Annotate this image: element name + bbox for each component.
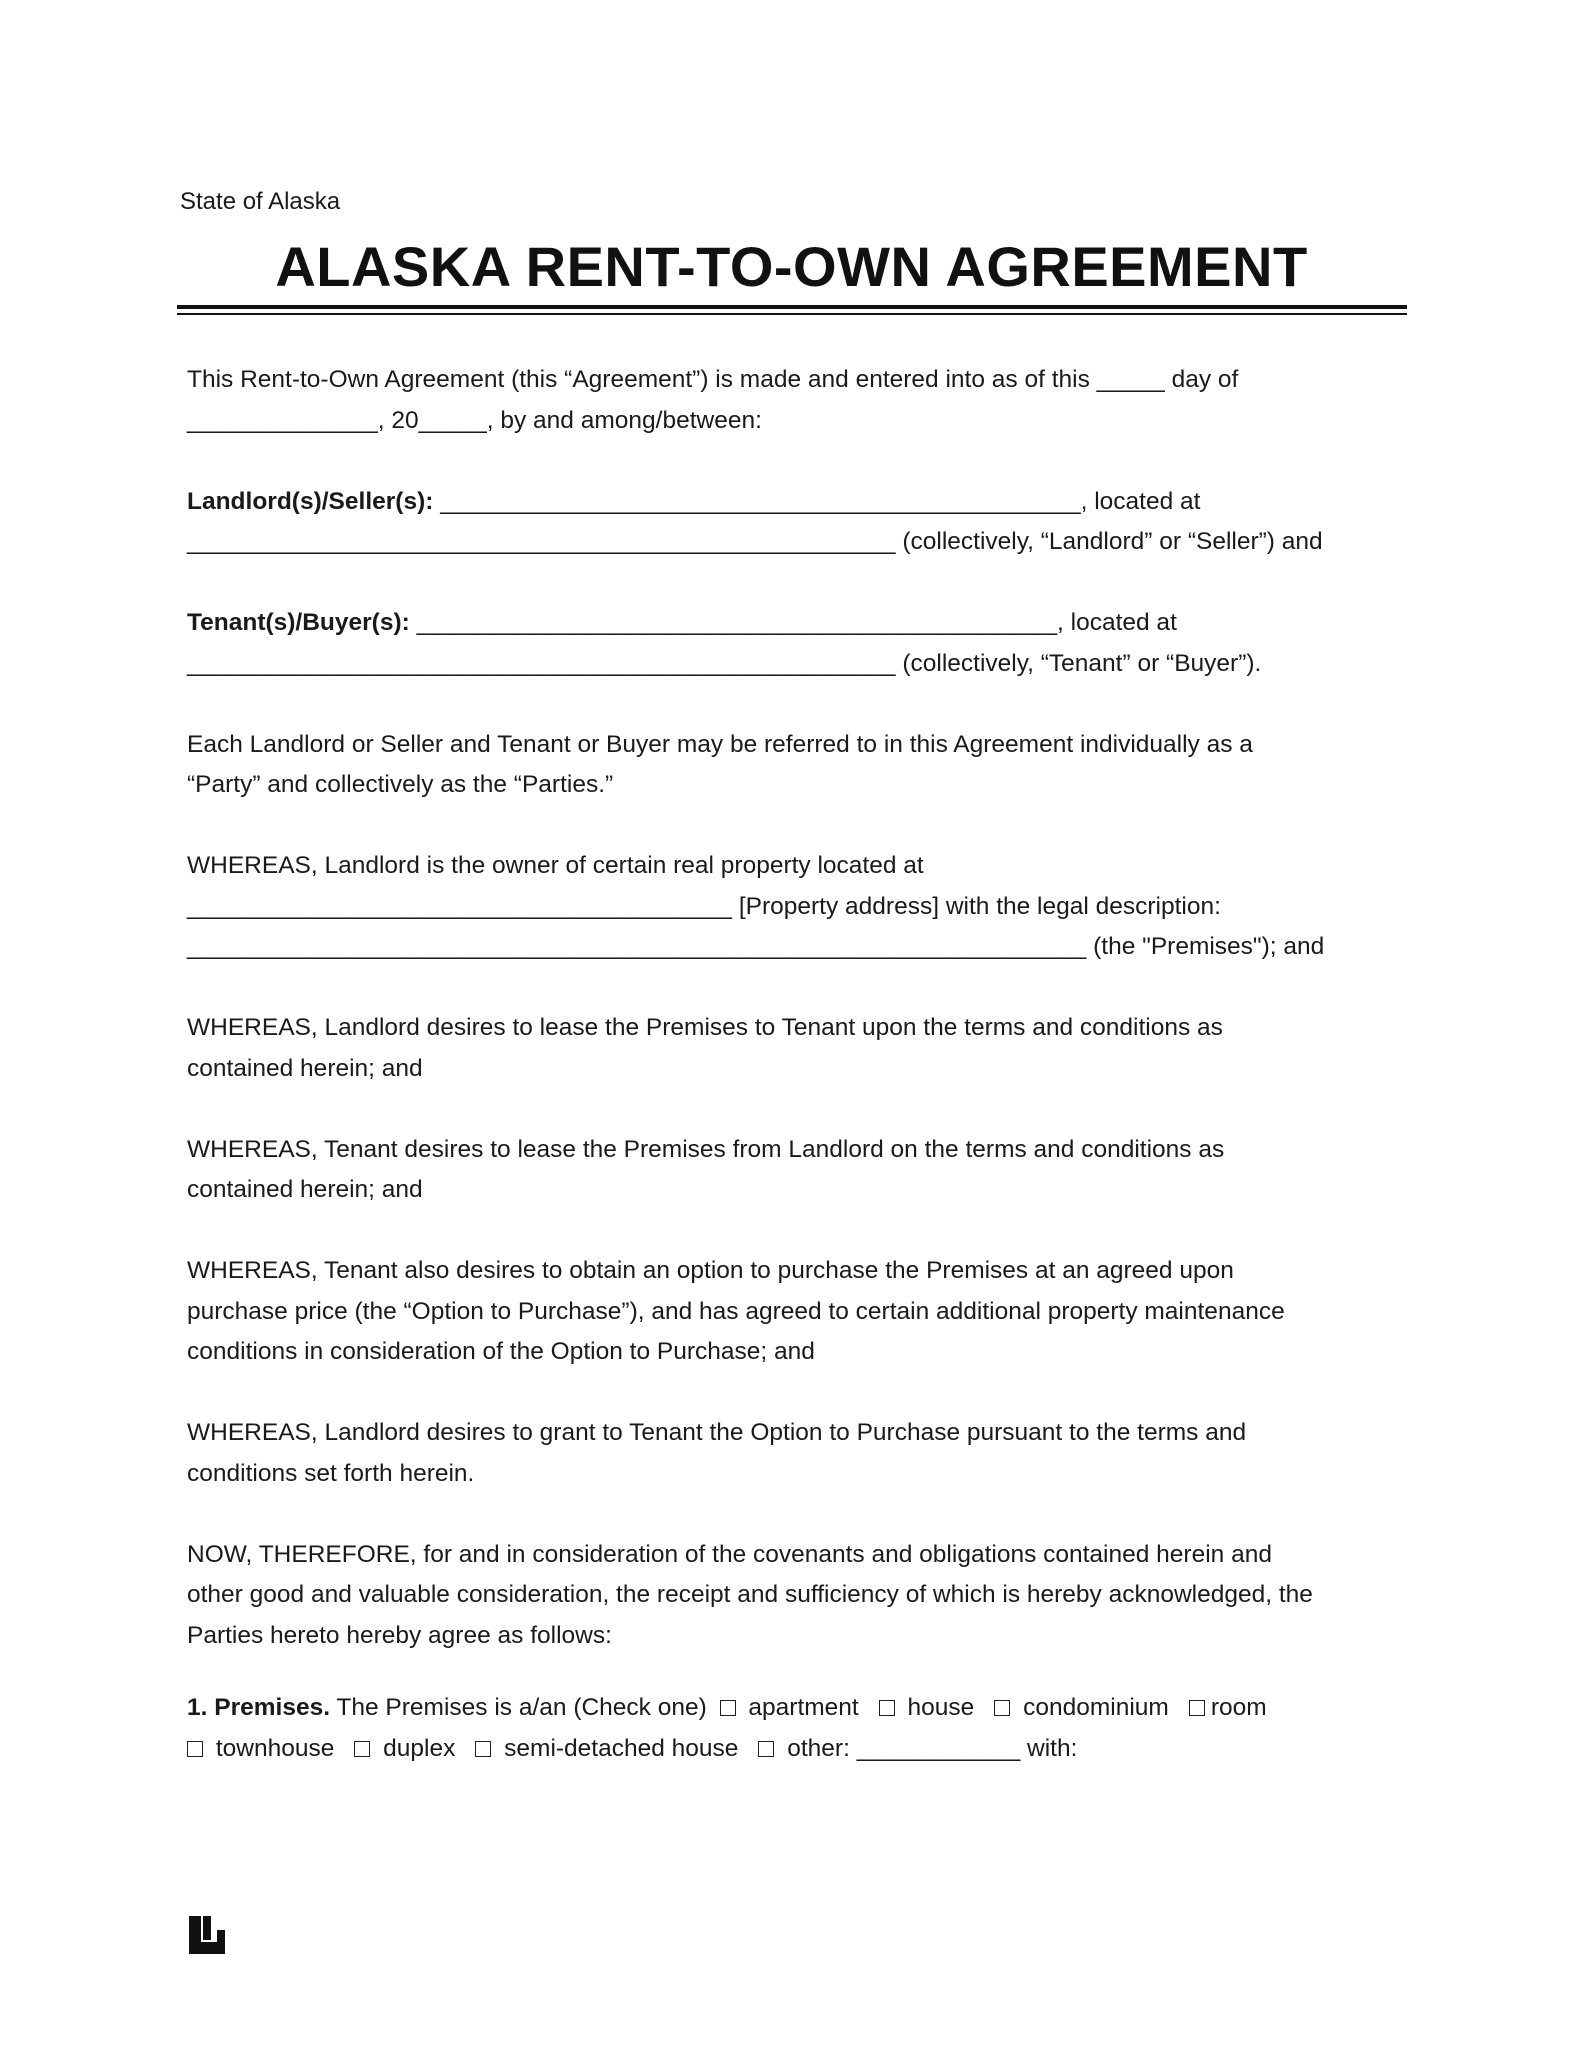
whereas-5-line-1: WHEREAS, Landlord desires to grant to Tenant the Option to Purchase pursuant to the terms and: [187, 1419, 1247, 1446]
section-1-lead: The Premises is a/an (Check one): [330, 1694, 707, 1721]
now-therefore-line-3: Parties hereto hereby agree as follows:: [187, 1621, 612, 1649]
agreement-body: [187, 360, 1412, 1769]
whereas-2-line-1: WHEREAS, Landlord desires to lease the Premises to Tenant upon the terms and conditions as: [187, 1014, 1223, 1041]
parties-line-1: Each Landlord or Seller and Tenant or Buyer may be referred to in this Agreement individually as a: [187, 730, 1253, 758]
landlord-name-blank: _______________________________________________, located at: [433, 487, 1201, 515]
option-room: room: [1210, 1694, 1267, 1721]
option-condominium: condominium: [1023, 1694, 1169, 1721]
whereas-1-line-2: ________________________________________ [Property address] with the legal description:: [187, 892, 1221, 920]
tenant-name-blank: _______________________________________________, located at: [409, 609, 1177, 636]
title-rule-thick: [177, 305, 1407, 309]
premises-row-2: [187, 1729, 1412, 1770]
checkbox-duplex-icon[interactable]: [354, 1741, 370, 1757]
landlord-line-2: ____________________________________________________ (collectively, “Landlord” or “Seller”) and: [187, 528, 1323, 555]
landlord-label: Landlord(s)/Seller(s):: [187, 487, 434, 515]
brand-logo-icon: [189, 1916, 225, 1954]
landlord-line-1: [187, 482, 1412, 523]
checkbox-room-icon[interactable]: [1189, 1700, 1205, 1716]
tenant-label: Tenant(s)/Buyer(s):: [187, 609, 410, 636]
option-townhouse: townhouse: [215, 1734, 335, 1762]
title-rule-thin: [177, 313, 1407, 315]
option-duplex: duplex: [383, 1734, 456, 1762]
intro-line-2: ______________, 20_____, by and among/between:: [187, 406, 762, 434]
checkbox-condominium-icon[interactable]: [994, 1700, 1010, 1716]
whereas-3-line-2: contained herein; and: [187, 1176, 423, 1203]
checkbox-semi-detached-icon[interactable]: [475, 1741, 491, 1757]
state-label: State of Alaska: [180, 188, 341, 215]
whereas-4-line-2: purchase price (the “Option to Purchase”), and has agreed to certain additional property maintenance: [187, 1297, 1285, 1325]
checkbox-apartment-icon[interactable]: [720, 1700, 736, 1716]
whereas-2-line-2: contained herein; and: [187, 1054, 423, 1082]
premises-row-1: [187, 1688, 1412, 1729]
whereas-4-line-1: WHEREAS, Tenant also desires to obtain an option to purchase the Premises at an agreed upon: [187, 1257, 1234, 1284]
document-title: ALASKA RENT-TO-OWN AGREEMENT: [275, 235, 1308, 298]
whereas-4-line-3: conditions in consideration of the Option to Purchase; and: [187, 1338, 815, 1365]
option-house: house: [907, 1694, 975, 1721]
now-therefore-line-1: NOW, THEREFORE, for and in consideration of the covenants and obligations contained herein and: [187, 1540, 1272, 1568]
intro-line-1: This Rent-to-Own Agreement (this “Agreement”) is made and entered into as of this _____ day of: [187, 366, 1239, 393]
checkbox-other-icon[interactable]: [758, 1741, 774, 1757]
whereas-3-line-1: WHEREAS, Tenant desires to lease the Premises from Landlord on the terms and conditions as: [187, 1135, 1225, 1163]
tenant-line-2: ____________________________________________________ (collectively, “Tenant” or “Buyer”).: [187, 649, 1262, 677]
tenant-line-1: [187, 603, 1412, 644]
checkbox-townhouse-icon[interactable]: [187, 1741, 203, 1757]
section-1-title: 1. Premises.: [187, 1694, 331, 1721]
option-apartment: apartment: [748, 1694, 859, 1721]
whereas-1-line-3: __________________________________________________________________ (the "Premises"); and: [187, 933, 1325, 960]
parties-line-2: “Party” and collectively as the “Parties.”: [187, 771, 614, 798]
option-semi-detached-house: semi-detached house: [504, 1734, 739, 1762]
now-therefore-line-2: other good and valuable consideration, the receipt and sufficiency of which is hereby acknowledged, the: [187, 1581, 1313, 1608]
whereas-5-line-2: conditions set forth herein.: [187, 1459, 475, 1487]
checkbox-house-icon[interactable]: [879, 1700, 895, 1716]
option-other: other: ____________ with:: [787, 1734, 1078, 1762]
whereas-1-line-1: WHEREAS, Landlord is the owner of certain real property located at: [187, 852, 924, 879]
